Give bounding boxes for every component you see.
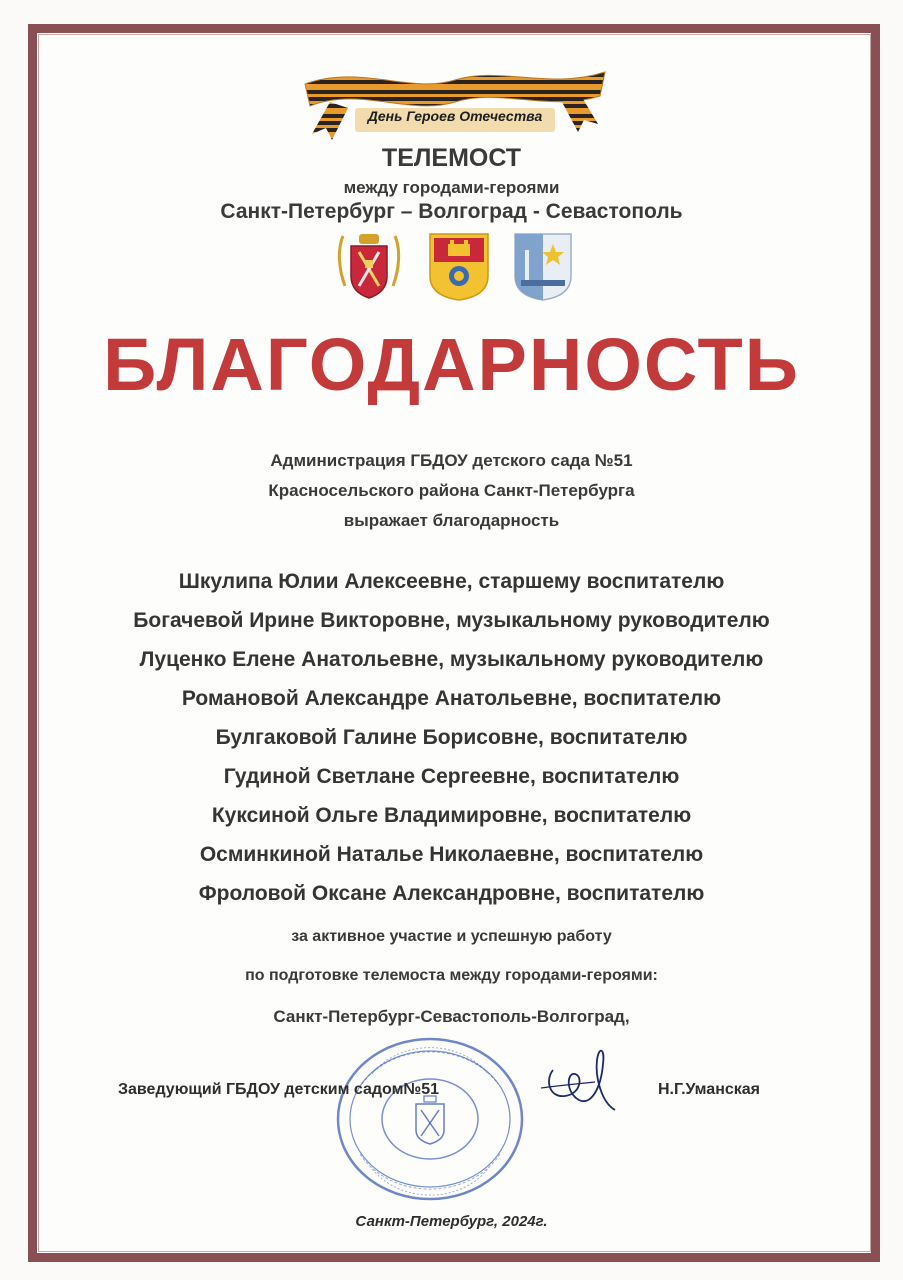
volgograd-coat-icon: [428, 230, 490, 302]
admin-line-1: Администрация ГБДОУ детского сада №51: [270, 451, 633, 470]
official-stamp: [332, 1034, 528, 1204]
recipient-line: Богачевой Ирине Викторовне, музыкальному руководителю: [133, 609, 770, 632]
recipient-line: Гудиной Светлане Сергеевне, воспитателю: [223, 765, 680, 788]
between-cities-subtitle: между городами-героями: [343, 178, 560, 197]
recipient-line: Шкулипа Юлии Алексеевне, старшему воспитателю: [178, 570, 725, 593]
recipient-line: Булгаковой Галине Борисовне, воспитателю: [215, 726, 688, 749]
admin-line-3: выражает благодарность: [343, 511, 560, 530]
recipient-line: Луценко Елене Анатольевне, музыкальному руководителю: [139, 648, 764, 671]
reason-line-1: за активное участие и успешную работу: [291, 928, 612, 945]
ribbon-icon: [300, 62, 610, 142]
ribbon-label: День Героев Отечества: [367, 108, 543, 124]
recipient-line: Фроловой Оксане Александровне, воспитателю: [198, 882, 705, 905]
admin-line-2: Красносельского района Санкт-Петербурга: [268, 481, 635, 500]
reason-line-3: Санкт-Петербург-Севастополь-Волгоград,: [273, 1007, 630, 1026]
sevastopol-coat-icon: [513, 230, 573, 302]
telemost-heading: ТЕЛЕМОСТ: [381, 144, 522, 172]
signature-scribble: [535, 1040, 635, 1120]
st-petersburg-coat-icon: [335, 230, 403, 302]
page-title: БЛАГОДАРНОСТЬ: [103, 323, 800, 406]
director-role: Заведующий ГБДОУ детским садом№51: [118, 1081, 440, 1098]
place-and-year: Санкт-Петербург, 2024г.: [355, 1213, 548, 1230]
recipient-line: Куксиной Ольге Владимировне, воспитателю: [211, 804, 692, 827]
recipient-line: Осминкиной Наталье Николаевне, воспитателю: [199, 843, 704, 866]
director-name: Н.Г.Уманская: [658, 1081, 760, 1098]
cities-line: Санкт-Петербург – Волгоград - Севастополь: [220, 200, 683, 223]
recipient-line: Романовой Александре Анатольевне, воспитателю: [181, 687, 722, 710]
reason-line-2: по подготовке телемоста между городами-героями:: [245, 967, 658, 984]
recipients-list: [0, 566, 903, 917]
